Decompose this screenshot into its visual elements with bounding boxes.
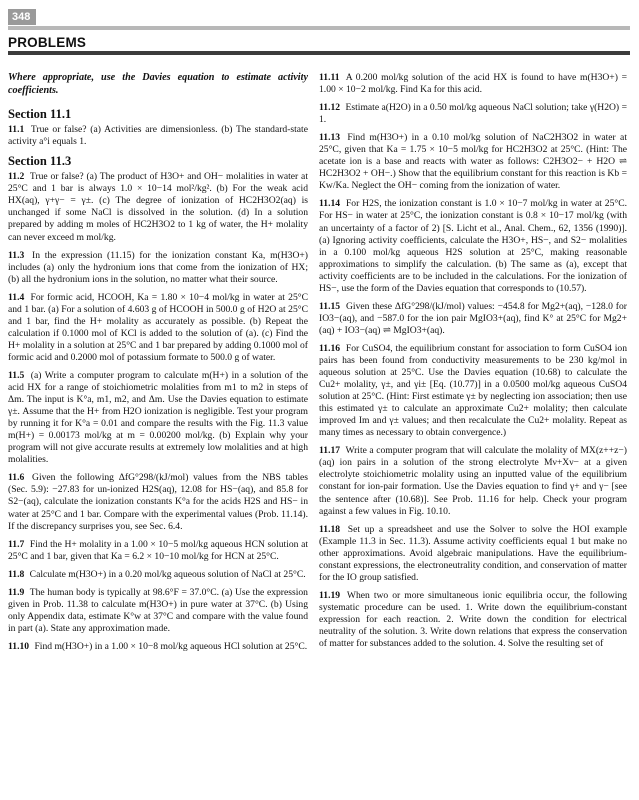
problem-text: A 0.200 mol/kg solution of the acid HX is found to have m(H3O+) = 1.00 × 10−2 mol/kg. Find Ka for this acid. bbox=[319, 72, 627, 96]
problem bbox=[319, 301, 627, 337]
problem bbox=[8, 641, 308, 653]
problem-text: Find m(H3O+) in a 1.00 × 10−8 mol/kg aqueous HCl solution at 25°C. bbox=[34, 640, 308, 652]
section-heading: Section 11.3 bbox=[8, 154, 72, 169]
problem bbox=[8, 124, 308, 148]
problem bbox=[319, 132, 627, 192]
section-heading: Section 11.1 bbox=[8, 107, 72, 122]
problem bbox=[8, 171, 308, 243]
problem-text: Calculate m(H3O+) in a 0.20 mol/kg aqueous solution of NaCl at 25°C. bbox=[29, 568, 306, 580]
page-number: 348 bbox=[8, 9, 36, 25]
problem bbox=[8, 370, 308, 466]
problem-text: Write a computer program that will calculate the molality of MX(z++z−)(aq) ion pairs in a solution of the strong electrolyte Mν+Xν− at a given electrolyte stoichiometric molality using an inputted value of the equilibrium constant for ion-pair formation. Use the Davies equation to find γ+ and γ− [see the sentence after (10.68)]. See Prob. 11.16 for help. Check your program against a few values in Fig. 10.10. bbox=[319, 445, 627, 517]
problem bbox=[319, 102, 627, 126]
problem bbox=[319, 72, 627, 96]
problem-number: 11.3 bbox=[8, 249, 25, 261]
problem bbox=[8, 539, 308, 563]
problem-text: Given these ΔfG°298/(kJ/mol) values: −454.8 for Mg2+(aq), −128.0 for IO3−(aq), and −587.0 for the ion pair MgIO3+(aq), find K° at 25°C for Mg2+(aq) + IO3−(aq) ⇌ MgIO3+(aq). bbox=[319, 300, 627, 336]
problem bbox=[319, 445, 627, 517]
problem-number: 11.9 bbox=[8, 586, 25, 598]
problem-text: In the expression (11.15) for the ionization constant Ka, m(H3O+) includes (a) only the hydronium ions that come from the ionization of HX; (b) all the hydronium ions in the solution, no matter what their source. bbox=[8, 249, 308, 285]
problem-number: 11.2 bbox=[8, 171, 25, 183]
problem-text: For CuSO4, the equilibrium constant for association to form CuSO4 ion pairs has been found from conductivity measurements to be 230 kg/mol in aqueous solution at 25°C. Use the Davies equation (10.68) to calculate the Cu2+ molality, γ±, and γi± [Eq. (10.77)] in a 0.0500 mol/kg aqueous CuSO4 solution at 25°C. (Hint: First estimate γ± by neglecting ion association; then use this estimated γ± to calculate an approximate Cu2+ molality; then calculate improved Im and γ± values; and then recalculate the Cu2+ molality. Repeat as many times as necessary to obtain convergence.) bbox=[319, 342, 627, 439]
left-column bbox=[8, 72, 308, 659]
problem bbox=[8, 292, 308, 364]
problem bbox=[8, 472, 308, 532]
problem-number: 11.16 bbox=[319, 342, 341, 354]
header-rule-dark bbox=[8, 51, 630, 55]
problem-number: 11.15 bbox=[319, 300, 341, 312]
problem-text: Set up a spreadsheet and use the Solver to solve the HOI example (Example 11.3 in Sec. 11.3). Assume activity coefficients equal 1 but make no other approximations. Avoid algebraic manipulations. Have the equilibrium-constant expressions, the electroneutrality condition, and conservation of matter for the IO group satisfied. bbox=[319, 523, 627, 583]
problem-number: 11.18 bbox=[319, 523, 341, 535]
intro-text: Where appropriate, use the Davies equation to estimate activity coefficients. bbox=[8, 72, 308, 96]
problem-text: Find m(H3O+) in a 0.10 mol/kg solution of NaC2H3O2 in water at 25°C, given that Ka = 1.75 × 10−5 mol/kg for HC2H3O2 at 25°C. (Hint: The acetate ion is a base and reacts with water as follows: C2H3O2− + H2O ⇌ HC2H3O2 + OH−.) Show that the equilibrium constant for this reaction is Kb = Kw/Ka. Neglect the OH− coming from the ionization of water. bbox=[319, 132, 627, 192]
problem-text: True or false? (a) The product of H3O+ and OH− molalities in water at 25°C and 1 bar is always 1.0 × 10−14 mol²/kg². (b) For the weak acid HX(aq), γ+γ− = γ±. (c) The degree of ionization of HC2H3O2(aq) is unchanged if some NaCl is dissolved in the solution. (d) In a solution prepared by adding m moles of HC2H3O2 to 1 kg of water, the H+ molality can never exceed m mol/kg. bbox=[8, 171, 308, 243]
problem-text: Estimate a(H2O) in a 0.50 mol/kg aqueous NaCl solution; take γ(H2O) = 1. bbox=[319, 102, 627, 126]
problem-number: 11.13 bbox=[319, 132, 341, 144]
problem-number: 11.5 bbox=[8, 369, 25, 381]
problem-number: 11.4 bbox=[8, 291, 25, 303]
problem-text: For H2S, the ionization constant is 1.0 × 10−7 mol/kg in water at 25°C. For HS− in water at 25°C, the ionization constant is 0.8 × 10−17 mol/kg (with an uncertainty of a factor of 2) [S. Licht et al., Anal. Chem., 62, 1356 (1990)]. (a) Ignoring activity coefficients, calculate the H3O+, HS−, and S2− molalities in a 0.100 mol/kg aqueous H2S solution at 25°C, making reasonable approximations to simplify the calculation. (b) The same as (a), except that activity coefficients are to be included in the calculations. For the ionization of HS−, use the form of the Davies equation that corresponds to (10.57). bbox=[319, 198, 627, 294]
problem-number: 11.8 bbox=[8, 568, 25, 580]
section-title: PROBLEMS bbox=[8, 35, 87, 50]
problem-number: 11.14 bbox=[319, 198, 341, 210]
page-header bbox=[8, 7, 630, 55]
problem bbox=[319, 524, 627, 584]
problem-number: 11.11 bbox=[319, 72, 340, 83]
problem-text: True or false? (a) Activities are dimensionless. (b) The standard-state activity a°i equals 1. bbox=[8, 124, 308, 148]
problem bbox=[8, 587, 308, 635]
problem-number: 11.19 bbox=[319, 589, 341, 601]
problem-text: (a) Write a computer program to calculate m(H+) in a solution of the acid HX for a range of stoichiometric molalities from m1 to m2 in steps of Δm. The input is K°a, m1, m2, and Δm. Use the Davies equation to estimate γ±. Assume that the H+ from H2O ionization is negligible. Test your program by running it for K°a = 0.01 and compare the results with the Fig. 11.3 value m(H+) = 0.00173 mol/kg at m = 0.00200 mol/kg. (b) Explain why your program will not give accurate results at extremely low molalities and at high molalities. bbox=[8, 369, 308, 466]
problem-text: When two or more simultaneous ionic equilibria occur, the following systematic procedure can be used. 1. Write down the equilibrium-constant expression for each reaction. 2. Write down the condition for electrical neutrality of the solution. 3. Write down relations that express the conservation of matter for substances added to the solution. 4. Solve the resulting set of bbox=[319, 589, 627, 650]
problem-number: 11.10 bbox=[8, 640, 30, 652]
problem-number: 11.12 bbox=[319, 102, 341, 114]
problem-number: 11.7 bbox=[8, 538, 25, 550]
problem-text: Find the H+ molality in a 1.00 × 10−5 mol/kg aqueous HCN solution at 25°C and 1 bar, given that Ka = 6.2 × 10−10 mol/kg for HCN at 25°C. bbox=[8, 538, 308, 562]
problem-number: 11.1 bbox=[8, 124, 25, 136]
problem bbox=[319, 343, 627, 439]
right-column bbox=[319, 72, 627, 656]
header-rule-gray bbox=[8, 26, 630, 30]
problem bbox=[8, 569, 308, 581]
problem-number: 11.6 bbox=[8, 472, 25, 484]
problem-text: Given the following ΔfG°298/(kJ/mol) values from the NBS tables (Sec. 5.9): −27.83 for un-ionized H2S(aq), 12.08 for HS−(aq), and 85.8 for S2−(aq), calculate the ionization constants K°a for the acids H2S and HS− in water at 25°C and 1 bar. Compare with the experimental values (Prob. 11.14). If the discrepancy surprises you, see Sec. 6.4. bbox=[8, 472, 308, 532]
problem bbox=[319, 198, 627, 294]
problem bbox=[319, 590, 627, 650]
problem-text: For formic acid, HCOOH, Ka = 1.80 × 10−4 mol/kg in water at 25°C and 1 bar. (a) For a solution of 4.603 g of HCOOH in 500.0 g of H2O at 25°C and 1 bar, find the H+ molality as accurately as possible. (b) Repeat the calculation if 0.1000 mol of KCl is added to the solution of (a). (c) Find the H+ molality in a solution at 25°C and 1 bar prepared by adding 0.1000 mol of formic acid and 0.2000 mol of potassium formate to 500.0 g of water. bbox=[8, 291, 308, 363]
problem bbox=[8, 250, 308, 286]
problem-number: 11.17 bbox=[319, 445, 341, 457]
problem-text: The human body is typically at 98.6°F = 37.0°C. (a) Use the expression given in Prob. 11.38 to calculate m(H3O+) in pure water at 37°C. (b) Using only Appendix data, estimate K°w at 37°C and compare with the value found in part (a). State any approximation made. bbox=[8, 586, 308, 634]
